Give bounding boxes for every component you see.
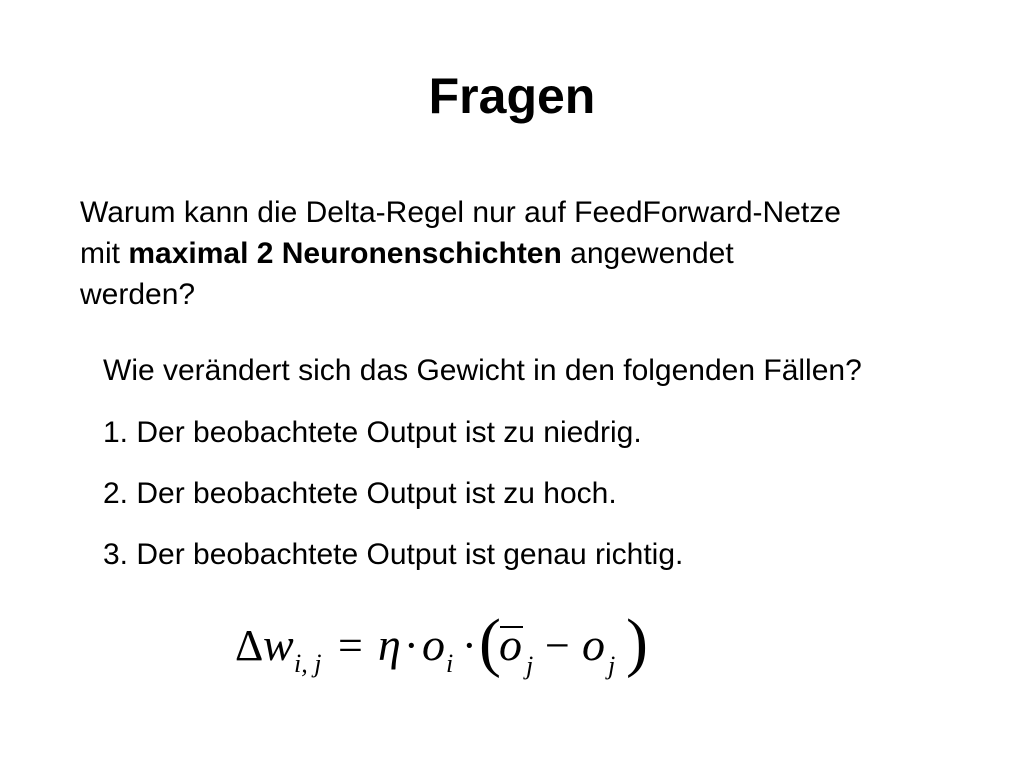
weights-question: Wie verändert sich das Gewicht in den folgenden Fällen? bbox=[103, 354, 862, 387]
formula-delta: Δ bbox=[235, 621, 264, 670]
case-item-3: 3. Der beobachtete Output ist genau richtig. bbox=[103, 538, 684, 571]
formula-dot-2: · bbox=[462, 621, 477, 670]
formula-o-subscript-i: i bbox=[446, 649, 454, 678]
formula-close-paren: ) bbox=[626, 606, 648, 679]
formula-minus: − bbox=[545, 621, 570, 670]
formula-open-paren: ( bbox=[479, 606, 501, 679]
delta-rule-formula bbox=[230, 600, 650, 690]
formula-eta: η bbox=[378, 619, 401, 670]
formula-w: w bbox=[263, 619, 294, 670]
question-prefix: mit bbox=[80, 237, 120, 270]
formula-o-bar: o bbox=[499, 619, 522, 670]
formula-svg bbox=[230, 600, 650, 690]
formula-equals: = bbox=[338, 621, 363, 670]
formula-o: o bbox=[422, 619, 445, 670]
formula-w-subscript: i, j bbox=[294, 649, 322, 678]
formula-o-2: o bbox=[582, 619, 605, 670]
question-suffix: angewendet bbox=[570, 237, 734, 270]
delta-rule-question bbox=[80, 192, 960, 315]
slide-title: Fragen bbox=[428, 68, 596, 124]
question-line-1: Warum kann die Delta-Regel nur auf FeedForward-Netze bbox=[80, 196, 841, 229]
formula-o-bar-subscript-j: j bbox=[526, 651, 534, 680]
case-item-1: 1. Der beobachtete Output ist zu niedrig. bbox=[103, 416, 642, 449]
case-item-2: 2. Der beobachtete Output ist zu hoch. bbox=[103, 477, 617, 510]
formula-o-2-subscript-j: j bbox=[608, 651, 616, 680]
question-bold-phrase: maximal 2 Neuronenschichten bbox=[128, 237, 562, 270]
question-line-3: werden? bbox=[80, 278, 196, 311]
formula-dot-1: · bbox=[404, 621, 419, 670]
